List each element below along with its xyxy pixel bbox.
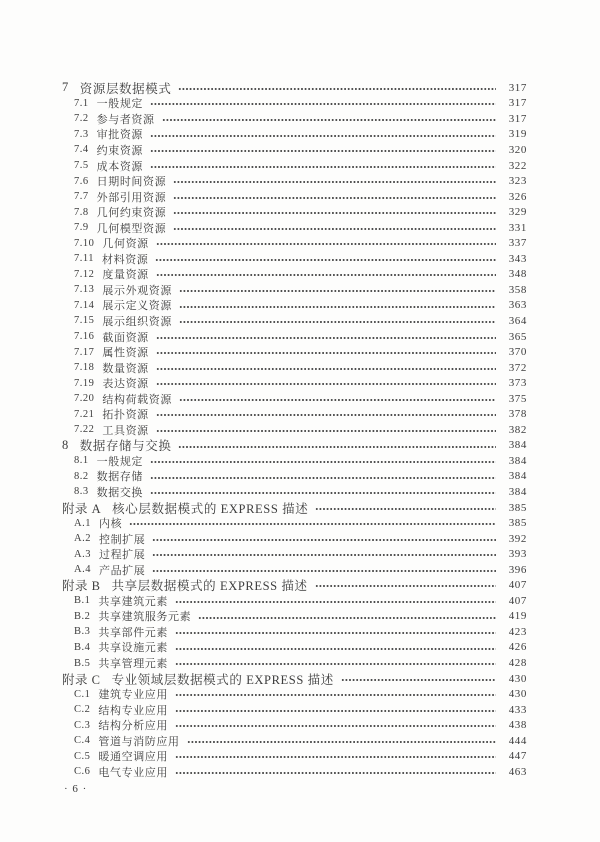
dot-leader	[173, 204, 496, 220]
dot-leader	[315, 578, 496, 594]
toc-entry-number: 7.13	[74, 284, 95, 296]
toc-entry-number: C.3	[74, 719, 91, 731]
toc-entry-page: 384	[508, 485, 527, 498]
toc-entry-number: 8.1	[74, 455, 89, 467]
dot-leader	[152, 562, 496, 578]
toc-entry-page: 364	[508, 314, 527, 327]
dot-leader	[152, 546, 496, 562]
toc-entry-title: 产品扩展	[98, 564, 146, 577]
toc-entry-page: 407	[508, 594, 527, 607]
toc-entry-number: 8.2	[74, 470, 89, 482]
table-of-contents	[62, 80, 527, 780]
dot-leader	[178, 80, 496, 96]
toc-entry-page: 396	[508, 563, 527, 576]
toc-entry-title: 属性资源	[102, 347, 149, 360]
toc-entry-page: 323	[508, 175, 527, 188]
toc-entry-page: 363	[508, 299, 527, 312]
toc-entry-page: 319	[508, 128, 527, 141]
toc-entry-page: 348	[508, 268, 527, 281]
dot-leader	[179, 313, 496, 329]
toc-entry	[62, 204, 527, 220]
dot-leader	[175, 764, 496, 780]
dot-leader	[175, 655, 496, 671]
toc-entry-number: 8.3	[74, 486, 89, 498]
toc-entry	[62, 375, 527, 391]
toc-entry-number: 7.5	[74, 160, 89, 171]
toc-entry-number: 7.6	[74, 175, 89, 187]
dot-leader	[173, 173, 496, 189]
toc-entry-number: B.4	[74, 641, 91, 653]
toc-entry-title: 共享层数据模式的 EXPRESS 描述	[111, 579, 308, 594]
toc-entry-number: 7.12	[74, 268, 95, 280]
toc-entry-title: 过程扩展	[98, 549, 146, 562]
toc-entry-title: 度量资源	[102, 269, 149, 282]
toc-entry-page: 419	[508, 610, 527, 623]
toc-entry-page: 322	[508, 159, 527, 172]
dot-leader	[150, 453, 496, 469]
toc-entry	[62, 313, 527, 329]
toc-entry-title: 共享管理元素	[98, 658, 168, 671]
toc-entry-page: 337	[508, 237, 527, 250]
toc-entry-title: 数据存储与交换	[79, 439, 172, 454]
toc-entry-number: 7.2	[74, 113, 89, 125]
toc-entry-title: 一般规定	[96, 455, 144, 468]
toc-entry	[62, 733, 527, 749]
toc-entry-title: 展示外观资源	[102, 284, 172, 297]
toc-entry	[62, 655, 527, 671]
toc-entry	[62, 189, 527, 205]
dot-leader	[179, 391, 496, 407]
dot-leader	[129, 515, 496, 531]
dot-leader	[155, 251, 496, 267]
toc-entry-title: 几何模型资源	[96, 222, 167, 235]
toc-entry-page: 358	[508, 283, 527, 296]
toc-entry-page: 433	[508, 703, 527, 716]
toc-entry-number: 7.15	[74, 315, 95, 327]
toc-entry-number: 7.7	[74, 191, 89, 203]
dot-leader	[152, 531, 496, 547]
toc-entry-number: 附录 B	[62, 579, 101, 594]
page-number-footer: · 6 ·	[64, 783, 88, 795]
toc-entry-title: 数据交换	[96, 487, 144, 499]
toc-entry-page: 423	[508, 625, 527, 638]
toc-entry-title: 核心层数据模式的 EXPRESS 描述	[112, 501, 309, 516]
toc-entry-title: 审批资源	[96, 129, 144, 142]
dot-leader	[187, 733, 496, 749]
toc-entry-number: 7.14	[74, 299, 95, 311]
dot-leader	[156, 344, 496, 360]
toc-entry-number: 7.22	[74, 424, 95, 436]
toc-entry-number: A.1	[74, 517, 91, 529]
dot-leader	[173, 189, 496, 205]
toc-entry	[62, 640, 527, 656]
toc-entry-number: C.5	[74, 750, 91, 762]
toc-entry	[62, 469, 527, 485]
toc-entry-number: 7.11	[74, 253, 94, 265]
toc-entry-title: 共享设施元素	[98, 642, 168, 655]
toc-entry-title: 结构荷载资源	[102, 393, 172, 406]
toc-entry-title: 工具资源	[102, 424, 149, 437]
toc-entry-number: A.2	[74, 533, 91, 545]
toc-entry-number: 7.9	[74, 222, 89, 234]
toc-entry-title: 资源层数据模式	[79, 81, 172, 96]
toc-entry	[62, 438, 527, 454]
toc-entry	[62, 282, 527, 298]
toc-entry-page: 426	[508, 641, 527, 654]
toc-entry	[62, 453, 527, 469]
toc-entry-number: C.1	[74, 688, 91, 700]
toc-entry-page: 384	[508, 439, 527, 452]
toc-entry	[62, 702, 527, 718]
toc-entry-title: 一般规定	[96, 98, 144, 111]
toc-entry-title: 展示定义资源	[102, 300, 172, 313]
toc-entry	[62, 235, 527, 251]
dot-leader	[156, 422, 496, 438]
toc-entry	[62, 578, 527, 594]
toc-entry	[62, 422, 527, 438]
toc-entry-title: 截面资源	[102, 331, 149, 344]
toc-entry-title: 共享建筑元素	[98, 595, 168, 608]
toc-entry-number: C.6	[74, 766, 91, 778]
dot-leader	[156, 329, 496, 345]
toc-entry-page: 430	[508, 672, 527, 685]
toc-entry-number: 7.10	[74, 237, 95, 249]
toc-entry-title: 共享建筑服务元素	[98, 611, 192, 624]
toc-entry	[62, 531, 527, 547]
toc-entry	[62, 484, 527, 500]
toc-entry	[62, 251, 527, 267]
toc-entry-page: 384	[508, 470, 527, 483]
dot-leader	[315, 500, 496, 516]
dot-leader	[150, 127, 496, 143]
dot-leader	[175, 686, 496, 702]
dot-leader	[173, 220, 496, 236]
toc-entry-number: 7.21	[74, 408, 95, 420]
dot-leader	[150, 158, 496, 174]
toc-entry-page: 373	[508, 377, 527, 390]
toc-entry	[62, 562, 527, 578]
toc-entry-page: 329	[508, 206, 527, 219]
toc-entry	[62, 111, 527, 127]
toc-entry-number: B.3	[74, 626, 91, 638]
toc-entry-page: 385	[508, 501, 527, 514]
toc-entry-title: 结构专业应用	[98, 704, 168, 717]
dot-leader	[175, 593, 496, 609]
dot-leader	[198, 609, 496, 625]
toc-entry	[62, 717, 527, 733]
toc-entry-title: 表达资源	[102, 378, 149, 391]
toc-entry	[62, 764, 527, 780]
toc-entry-number: 7.20	[74, 393, 95, 405]
dot-leader	[150, 142, 496, 158]
toc-entry	[62, 127, 527, 143]
toc-entry-number: 7	[62, 80, 69, 95]
dot-leader	[150, 484, 496, 500]
toc-entry-page: 392	[508, 532, 527, 545]
toc-entry	[62, 686, 527, 702]
toc-entry-title: 拓扑资源	[102, 409, 149, 422]
toc-entry-page: 331	[508, 221, 527, 234]
toc-entry-title: 数据存储	[96, 471, 144, 484]
toc-entry-number: 7.19	[74, 377, 95, 389]
toc-entry-title: 成本资源	[96, 160, 144, 173]
dot-leader	[175, 749, 496, 765]
toc-entry-page: 370	[508, 346, 527, 359]
toc-entry-title: 建筑专业应用	[98, 689, 168, 702]
toc-entry	[62, 546, 527, 562]
dot-leader	[156, 375, 496, 391]
toc-entry-title: 日期时间资源	[96, 176, 167, 189]
toc-entry-page: 444	[508, 734, 527, 747]
toc-entry	[62, 593, 527, 609]
toc-entry-number: A.3	[74, 548, 91, 560]
toc-entry-number: 7.18	[74, 362, 95, 374]
dot-leader	[156, 267, 496, 283]
dot-leader	[341, 671, 496, 687]
toc-entry-page: 407	[508, 579, 527, 592]
toc-entry	[62, 609, 527, 625]
toc-entry-page: 320	[508, 143, 527, 156]
toc-entry-number: C.2	[74, 704, 91, 716]
toc-entry-title: 约束资源	[96, 144, 144, 157]
toc-entry	[62, 515, 527, 531]
toc-entry	[62, 360, 527, 376]
toc-entry-title: 控制扩展	[98, 533, 146, 546]
toc-entry-title: 外部引用资源	[96, 191, 167, 204]
toc-entry-number: 7.8	[74, 206, 89, 218]
toc-entry-title: 数量资源	[102, 362, 149, 375]
toc-entry-page: 428	[508, 657, 527, 669]
toc-entry	[62, 80, 527, 96]
toc-entry-number: 7.17	[74, 346, 95, 358]
toc-entry-number: 7.16	[74, 331, 95, 343]
toc-entry-page: 393	[508, 548, 527, 561]
toc-entry-page: 382	[508, 423, 527, 436]
toc-entry-title: 几何资源	[102, 238, 149, 251]
toc-entry-number: 附录 A	[62, 501, 102, 516]
toc-entry	[62, 220, 527, 236]
toc-entry-title: 电气专业应用	[98, 766, 168, 779]
toc-entry-title: 几何约束资源	[96, 207, 167, 220]
toc-entry-number: A.4	[74, 564, 91, 576]
toc-entry-title: 管道与消防应用	[98, 735, 180, 748]
toc-entry-title: 内核	[98, 518, 123, 531]
toc-entry	[62, 158, 527, 174]
toc-entry-number: 7.4	[74, 144, 89, 156]
toc-entry-page: 430	[508, 688, 527, 701]
toc-entry	[62, 749, 527, 765]
dot-leader	[156, 360, 496, 376]
toc-entry-number: 7.1	[74, 97, 89, 109]
toc-entry-page: 317	[508, 81, 527, 94]
toc-entry-title: 共享部件元素	[98, 626, 168, 639]
toc-entry-page: 385	[508, 517, 527, 530]
toc-entry-page: 317	[508, 112, 527, 125]
dot-leader	[175, 640, 496, 656]
toc-entry	[62, 500, 527, 516]
dot-leader	[150, 96, 496, 112]
toc-entry-page: 438	[508, 719, 527, 732]
toc-entry-number: B.2	[74, 610, 91, 622]
dot-leader	[156, 406, 496, 422]
toc-entry-number: B.5	[74, 657, 91, 669]
toc-entry-page: 326	[508, 190, 527, 203]
toc-entry-number: C.4	[74, 735, 91, 747]
dot-leader	[175, 624, 496, 640]
toc-entry	[62, 173, 527, 189]
dot-leader	[162, 111, 496, 127]
toc-entry-title: 专业领域层数据模式的 EXPRESS 描述	[111, 672, 334, 687]
toc-entry-page: 317	[508, 97, 527, 110]
toc-entry	[62, 406, 527, 422]
toc-entry-page: 375	[508, 392, 527, 405]
toc-entry-page: 343	[508, 252, 527, 265]
dot-leader	[175, 717, 496, 733]
toc-entry-number: 7.3	[74, 128, 89, 140]
toc-entry-title: 暖通空调应用	[98, 751, 168, 764]
toc-entry	[62, 142, 527, 158]
toc-entry-page: 372	[508, 361, 527, 374]
toc-entry	[62, 267, 527, 283]
toc-entry-title: 材料资源	[102, 253, 149, 266]
dot-leader	[175, 702, 496, 718]
toc-entry	[62, 671, 527, 687]
toc-entry-number: 8	[62, 437, 69, 452]
toc-entry-page: 378	[508, 408, 527, 421]
dot-leader	[179, 282, 496, 298]
toc-entry-number: 附录 C	[62, 672, 101, 687]
toc-entry	[62, 329, 527, 345]
toc-entry	[62, 624, 527, 640]
toc-entry-title: 展示组织资源	[102, 315, 172, 328]
toc-entry	[62, 96, 527, 112]
toc-entry-page: 463	[508, 765, 527, 778]
dot-leader	[156, 235, 496, 251]
toc-entry	[62, 344, 527, 360]
dot-leader	[178, 438, 496, 454]
toc-entry	[62, 298, 527, 314]
toc-entry-page: 447	[508, 750, 527, 763]
dot-leader	[179, 298, 496, 314]
toc-entry-title: 结构分析应用	[98, 720, 168, 733]
toc-entry-page: 365	[508, 330, 527, 343]
toc-entry-title: 参与者资源	[96, 113, 155, 126]
toc-entry-page: 384	[508, 454, 527, 467]
toc-entry	[62, 391, 527, 407]
dot-leader	[150, 469, 496, 485]
toc-entry-number: B.1	[74, 595, 91, 607]
